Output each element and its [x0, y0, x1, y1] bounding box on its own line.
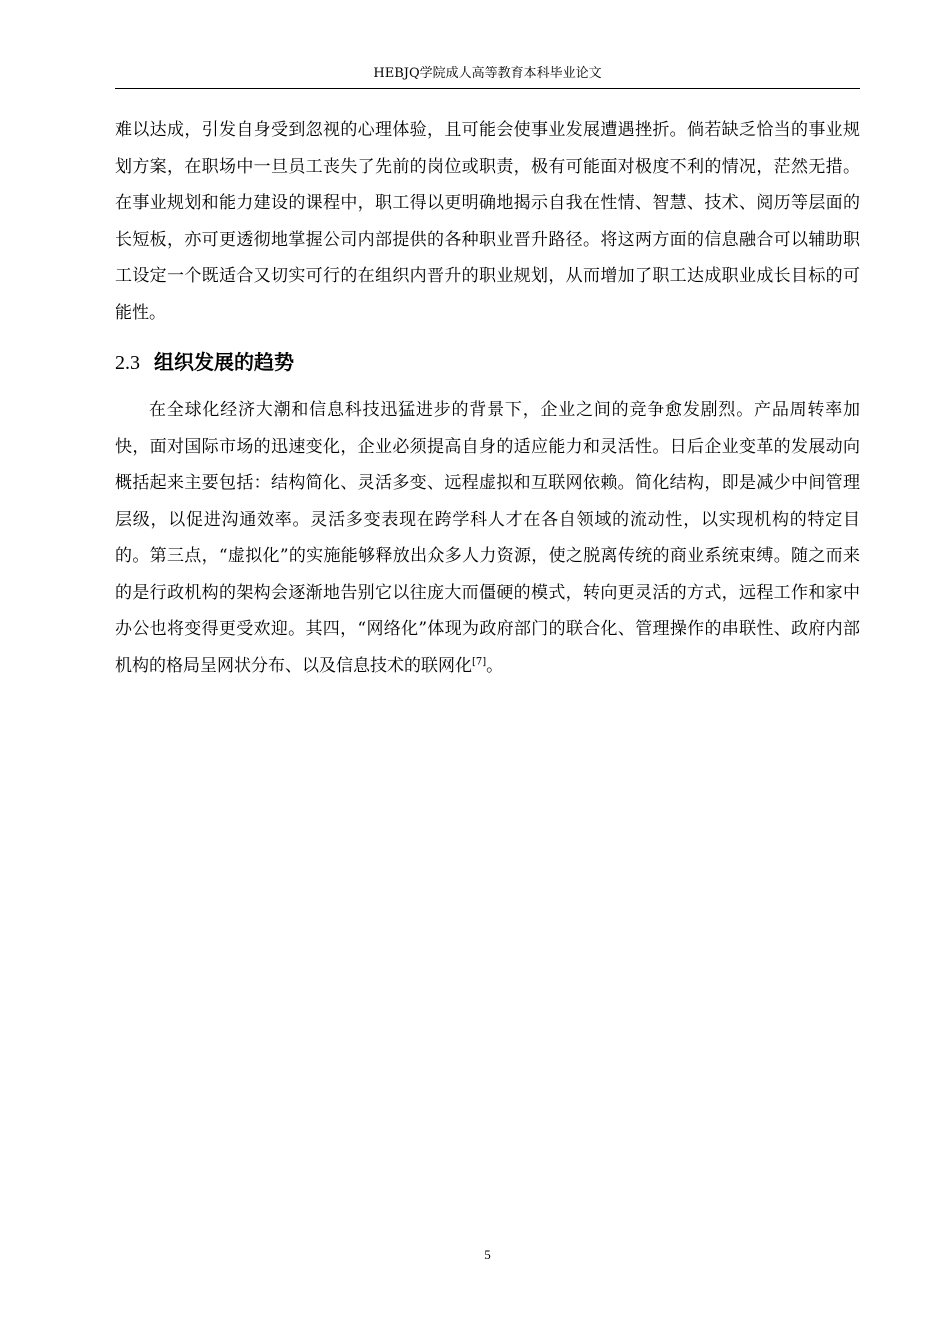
body-paragraph-2 — [115, 392, 860, 684]
body-paragraph-1: 难以达成，引发自身受到忽视的心理体验，且可能会使事业发展遭遇挫折。倘若缺乏恰当的事业规划方案，在职场中一旦员工丧失了先前的岗位或职责，极有可能面对极度不利的情况，茫然无措。在事业规划和能力建设的课程中，职工得以更明确地揭示自我在性情、智慧、技术、阅历等层面的长短板，亦可更透彻地掌握公司内部提供的各种职业晋升路径。将这两方面的信息融合可以辅助职工设定一个既适合又切实可行的在组织内晋升的职业规划，从而增加了职工达成职业成长目标的可能性。 — [115, 120, 860, 323]
section-heading — [115, 344, 860, 380]
citation-marker: [7] — [472, 655, 487, 667]
page-header — [115, 64, 860, 89]
section-number: 2.3 — [115, 352, 140, 374]
section-title: 组织发展的趋势 — [154, 350, 294, 374]
header-title: HEBJQ学院成人高等教育本科毕业论文 — [373, 66, 602, 81]
page-number: 5 — [484, 1247, 491, 1262]
paragraph-2-end: 。 — [486, 655, 504, 676]
paragraph-2-text: 在全球化经济大潮和信息科技迅猛进步的背景下，企业之间的竞争愈发剧烈。产品周转率加快，面对国际市场的迅速变化，企业必须提高自身的适应能力和灵活性。日后企业变革的发展动向概括起来主要包括：结构简化、灵活多变、远程虚拟和互联网依赖。简化结构，即是减少中间管理层级，以促进沟通效率。灵活多变表现在跨学科人才在各自领域的流动性，以实现机构的特定目的。第三点，“虚拟化”的实施能够释放出众多人力资源，使之脱离传统的商业系统束缚。随之而来的是行政机构的架构会逐渐地告别它以往庞大而僵硬的模式，转向更灵活的方式，远程工作和家中办公也将变得更受欢迎。其四，“网络化”体现为政府部门的联合化、管理操作的串联性、政府内部机构的格局呈网状分布、以及信息技术的联网化 — [115, 400, 860, 676]
